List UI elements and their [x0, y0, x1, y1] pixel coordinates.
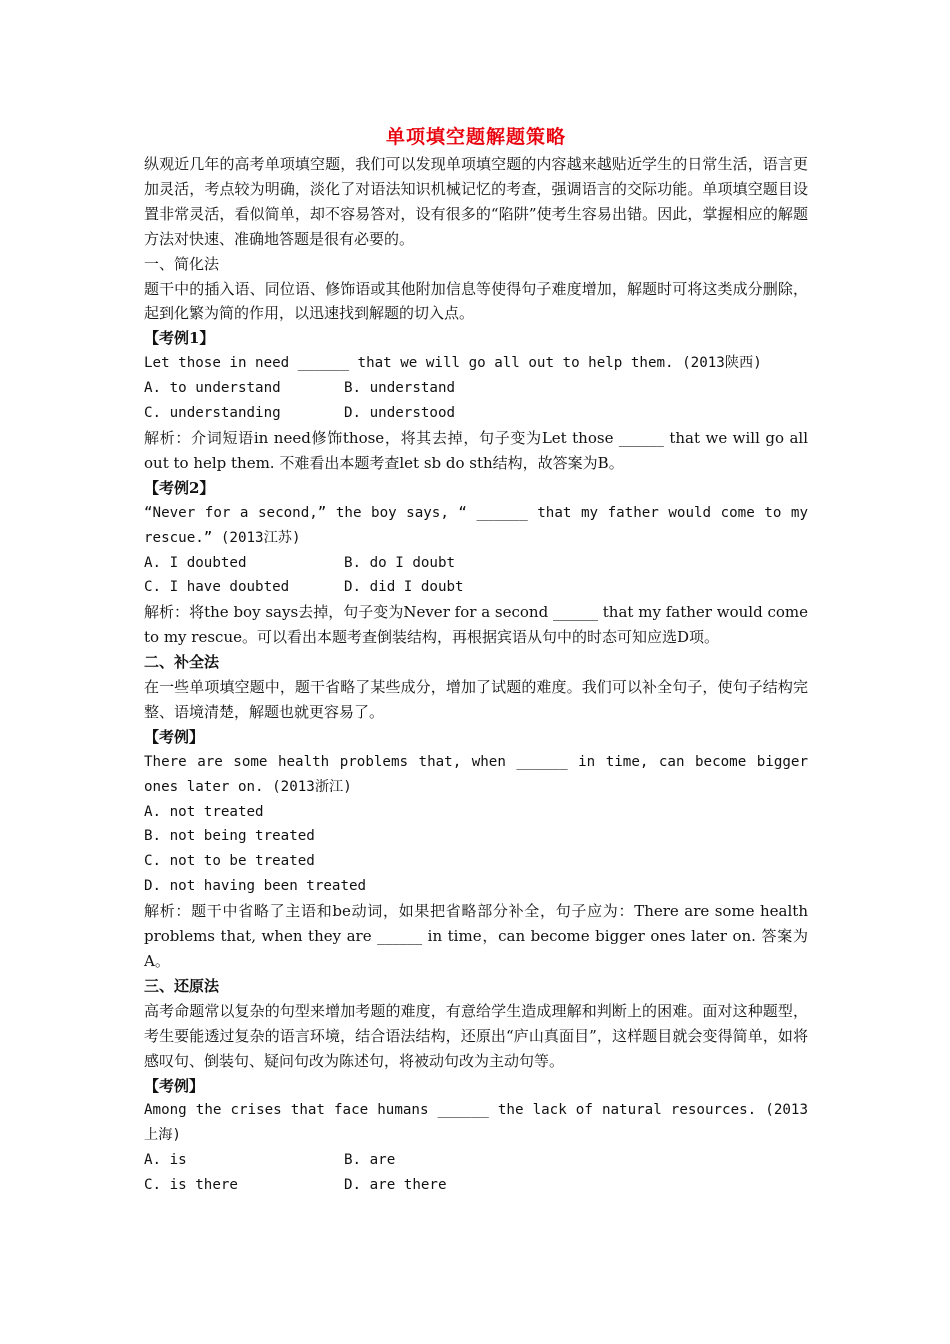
- section3-options-row1: [144, 1148, 808, 1173]
- example1-question: Let those in need ______ that we will go all out to help them. (2013陕西): [144, 355, 762, 372]
- document-title: 单项填空题解题策略: [385, 126, 566, 148]
- section3-description: 高考命题常以复杂的句型来增加考题的难度，有意给学生造成理解和判断上的困难。面对这种题型，考生要能透过复杂的语言环境，结合语法结构，还原出“庐山真面目”，这样题目就会变得简单，如将感叹句、倒装句、疑问句改为陈述句，将被动句改为主动句等。: [144, 1001, 808, 1070]
- section2-question: There are some health problems that, when ______ in time, can become bigger ones later on. (2013浙江): [144, 753, 808, 795]
- example2-options-row1: [144, 551, 808, 576]
- example1-analysis: 解析：介词短语in need修饰those，将其去掉，句子变为Let those ______ that we will go all out to help them. 不难看出本题考查let sb do sth结构，故答案为B。: [144, 428, 808, 472]
- option-a: A. I doubted: [144, 554, 247, 571]
- option-b: B. understand: [344, 380, 456, 397]
- section2-description: 在一些单项填空题中，题干省略了某些成分，增加了试题的难度。我们可以补全句子，使句子结构完整、语境清楚，解题也就更容易了。: [144, 678, 808, 721]
- example2-label: 【考例2】: [144, 478, 215, 497]
- example1-label: 【考例1】: [144, 329, 215, 348]
- section2-option-d: D. not having been treated: [144, 878, 367, 895]
- section3-options-row2: [144, 1173, 808, 1198]
- option-a: A. is: [144, 1152, 187, 1169]
- document-page: [144, 122, 808, 1198]
- option-a: A. to understand: [144, 380, 281, 397]
- example2-options-row2: [144, 575, 808, 600]
- example2-question: “Never for a second,” the boy says, “ ______ that my father would come to my rescue.” (2013江苏): [144, 504, 808, 546]
- example2-analysis: 解析：将the boy says去掉，句子变为Never for a second ______ that my father would come to my rescue。可以看出本题考查倒装结构，再根据宾语从句中的时态可知应选D项。: [144, 603, 808, 647]
- option-d: D. did I doubt: [344, 579, 464, 596]
- option-b: B. do I doubt: [344, 554, 456, 571]
- section2-option-a: A. not treated: [144, 803, 264, 820]
- section2-option-b: B. not being treated: [144, 828, 315, 845]
- section3-example-label: 【考例】: [144, 1076, 205, 1095]
- option-c: C. is there: [144, 1177, 238, 1194]
- option-b: B. are: [344, 1152, 396, 1169]
- section2-example-label: 【考例】: [144, 727, 205, 746]
- section2-option-c: C. not to be treated: [144, 853, 315, 870]
- section3-question: Among the crises that face humans ______ the lack of natural resources. (2013上海): [144, 1102, 808, 1144]
- section2-analysis: 解析：题干中省略了主语和be动词，如果把省略部分补全，句子应为：There are some health problems that, when they are ______ in time，can become bigger ones later on. 答案为A。: [144, 902, 808, 970]
- example1-options-row1: [144, 376, 808, 401]
- section2-heading: 二、补全法: [144, 653, 220, 672]
- example1-options-row2: [144, 401, 808, 426]
- section3-heading: 三、还原法: [144, 976, 220, 995]
- intro-paragraph: 纵观近几年的高考单项填空题，我们可以发现单项填空题的内容越来越贴近学生的日常生活，语言更加灵活，考点较为明确，淡化了对语法知识机械记忆的考查，强调语言的交际功能。单项填空题目设置非常灵活，看似简单，却不容易答对，设有很多的“陷阱”使考生容易出错。因此，掌握相应的解题方法对快速、准确地答题是很有必要的。: [144, 155, 808, 248]
- option-d: D. understood: [344, 405, 456, 422]
- option-c: C. understanding: [144, 405, 281, 422]
- section1-heading: 一、简化法: [144, 254, 220, 273]
- section1-description: 题干中的插入语、同位语、修饰语或其他附加信息等使得句子难度增加，解题时可将这类成分删除，起到化繁为简的作用，以迅速找到解题的切入点。: [144, 279, 808, 323]
- option-c: C. I have doubted: [144, 579, 290, 596]
- option-d: D. are there: [344, 1177, 447, 1194]
